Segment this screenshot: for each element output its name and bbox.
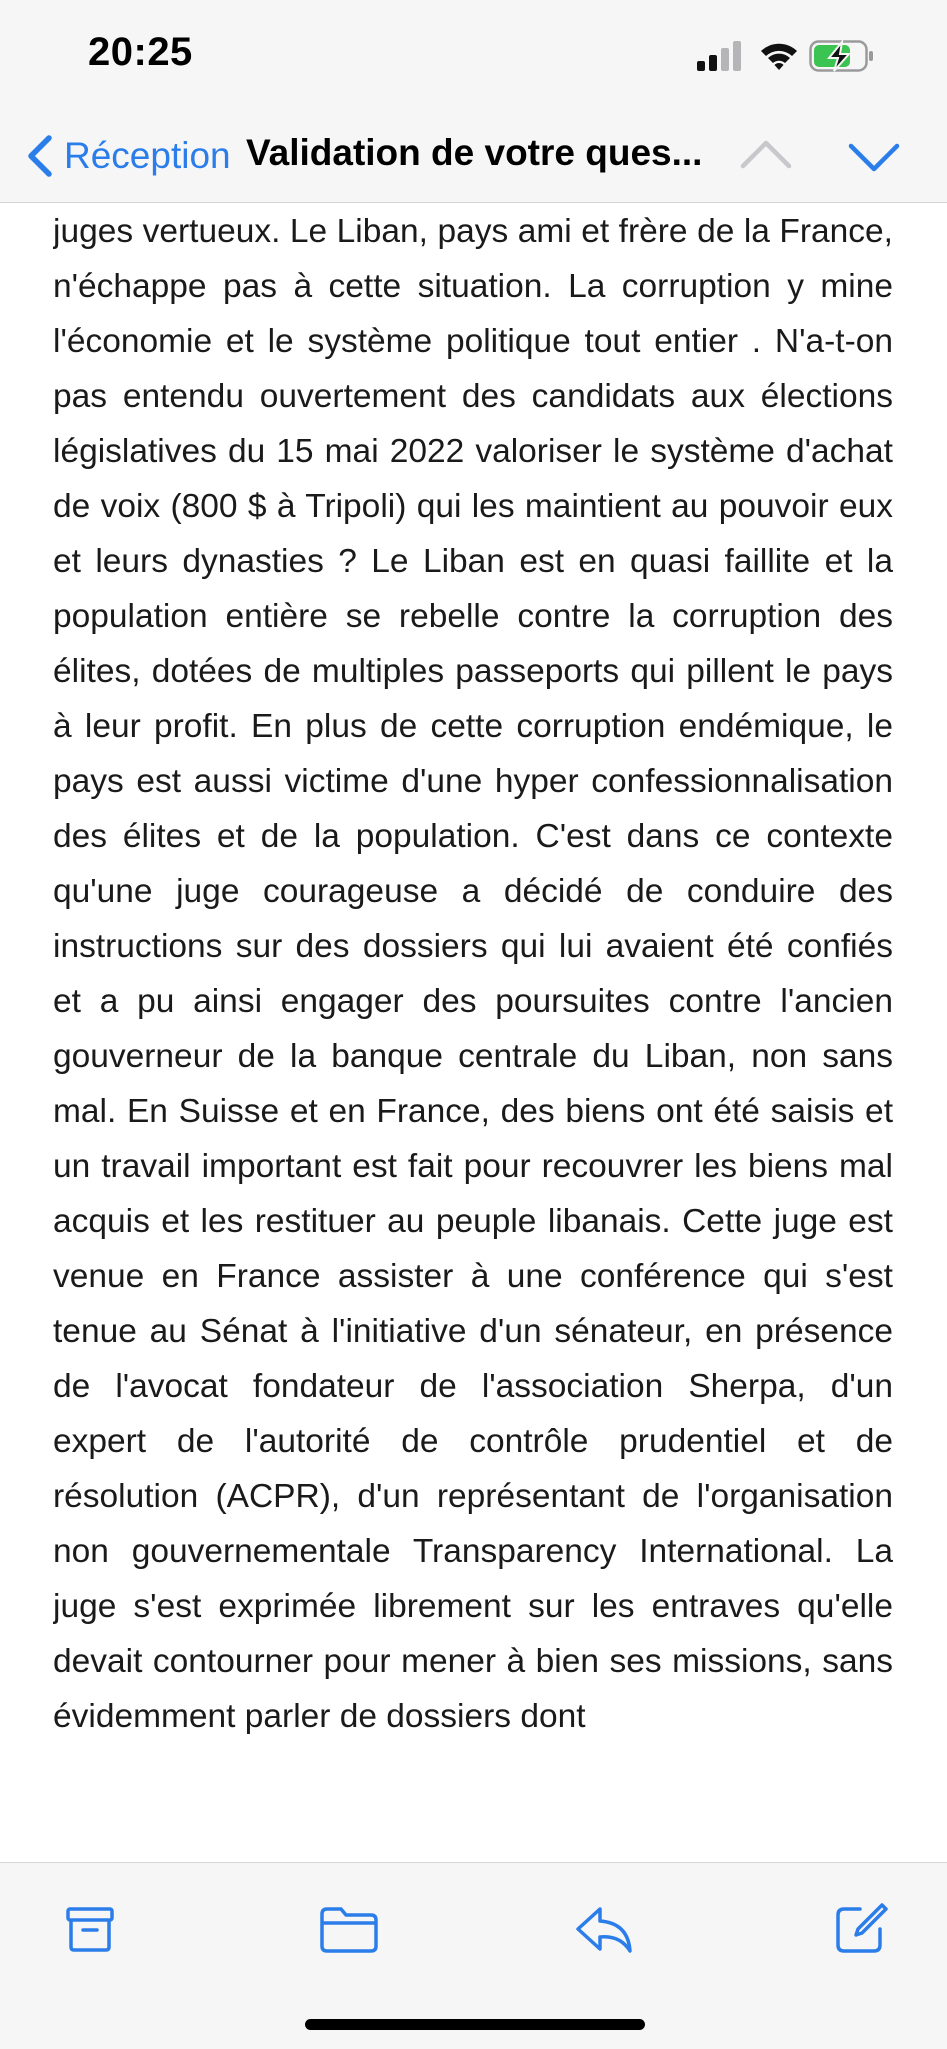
navigation-bar (0, 110, 947, 203)
reply-icon (572, 1899, 638, 1959)
home-indicator[interactable] (305, 2019, 645, 2030)
wifi-icon (761, 44, 797, 70)
archive-button[interactable] (60, 1899, 120, 1959)
status-bar (0, 0, 947, 110)
email-body-text: juges vertueux. Le Liban, pays ami et frère de la France, n'échappe pas à cette situation. La corruption y mine l'économie et le système politique tout entier . N'a-t-on pas entendu ouvertement des candidats aux élections législatives du 15 mai 2022 valoriser le système d'achat de voix (800 $ à Tripoli) qui les maintient au pouvoir eux et leurs dynasties ? Le Liban est en quasi faillite et la population entière se rebelle contre la corruption des élites, dotées de multiples passeports qui pillent le pays à leur profit. En plus de cette corruption endémique, le pays est aussi victime d'une hyper confessionnalisation des élites et de la population. C'est dans ce contexte qu'une juge courageuse a décidé de conduire des instructions sur des dossiers qui lui avaient été confiés et a pu ainsi engager des poursuites contre l'ancien gouverneur de la banque centrale du Liban, non sans mal. En Suisse et en France, des biens ont été saisis et un travail important est fait pour recouvrer les biens mal acquis et les restituer au peuple libanais. Cette juge est venue en France assister à une conférence qui s'est tenue au Sénat à l'initiative d'un sénateur, en présence de l'avocat fondateur de l'association Sherpa, d'un expert de l'autorité de contrôle prudentiel et de résolution (ACPR), d'un représentant de l'organisation non gouvernementale Transparency International. La juge s'est exprimée librement sur les entraves qu'elle devait contourner pour mener à bien ses missions, sans évidemment parler de dossiers dont (53, 213, 893, 1735)
move-to-folder-button[interactable] (316, 1899, 382, 1959)
previous-message-button[interactable] (738, 132, 794, 180)
back-button[interactable] (24, 130, 231, 182)
next-message-button[interactable] (846, 132, 902, 180)
back-label: Réception (64, 135, 231, 176)
folder-icon (316, 1899, 382, 1959)
reply-button[interactable] (572, 1899, 638, 1959)
chevron-down-icon (846, 132, 902, 180)
status-icons (697, 36, 887, 76)
compose-button[interactable] (830, 1899, 890, 1959)
battery-charging-icon (811, 42, 874, 72)
archive-icon (60, 1899, 120, 1959)
bottom-toolbar (0, 1862, 947, 2049)
email-subject-title: Validation de votre ques... (246, 132, 703, 173)
chevron-left-icon (24, 134, 56, 178)
chevron-up-icon (738, 132, 794, 180)
compose-icon (830, 1899, 890, 1959)
cellular-signal-icon (697, 41, 741, 71)
status-time: 20:25 (88, 30, 193, 74)
email-body[interactable] (53, 202, 893, 1862)
